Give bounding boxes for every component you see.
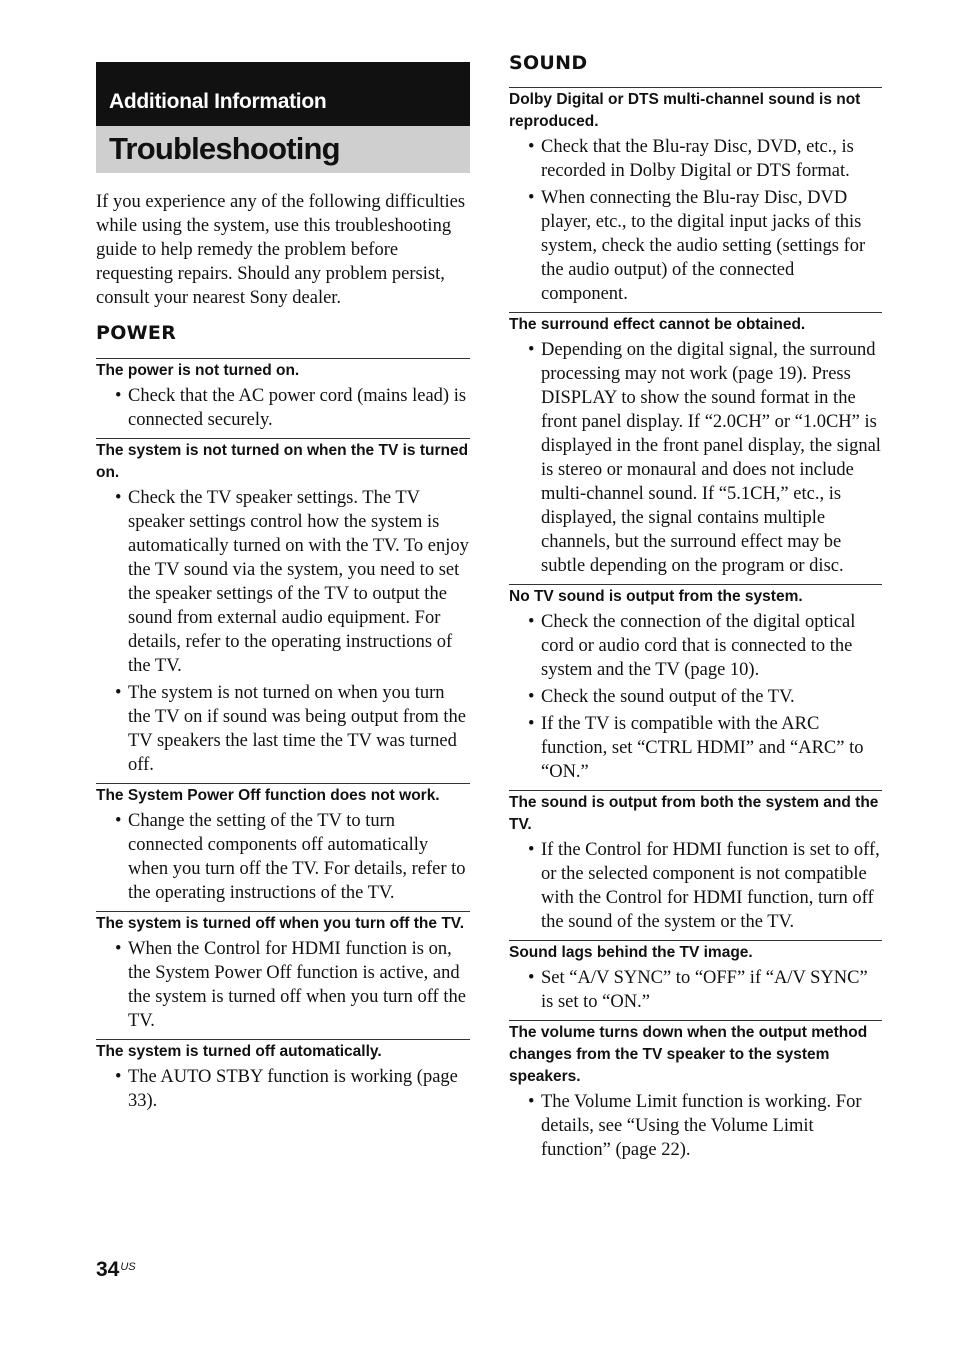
solution-bullet: • The system is not turned on when you turn the TV on if sound was being output from the TV speakers the last time the TV was turned off. (96, 681, 470, 777)
problem-heading: The system is not turned on when the TV is turned on. (96, 442, 469, 481)
power-item (96, 1039, 470, 1113)
sound-item (509, 87, 882, 306)
problem-heading: The System Power Off function does not work. (96, 787, 440, 804)
sound-items (509, 87, 882, 1162)
solution-bullet: • Check that the AC power cord (mains lead) is connected securely. (96, 384, 470, 432)
sound-section-title: SOUND (509, 52, 588, 74)
problem-heading: The system is turned off when you turn off the TV. (96, 915, 465, 932)
power-items (96, 358, 470, 1113)
solution-list (509, 966, 882, 1014)
power-item (96, 911, 470, 1033)
solution-list (96, 1065, 470, 1113)
category-label: Additional Information (109, 90, 327, 113)
power-section-title: POWER (96, 322, 177, 344)
solution-bullet: • If the Control for HDMI function is set to off, or the selected component is not compatible with the Control for HDMI function, turn off the sound of the system or the TV. (509, 838, 882, 934)
page-title: Troubleshooting (109, 131, 340, 166)
solution-bullet: • The AUTO STBY function is working (page 33). (96, 1065, 470, 1113)
power-item (96, 358, 470, 432)
page-number-value: 34 (96, 1258, 120, 1281)
solution-list (96, 384, 470, 432)
solution-bullet: • When the Control for HDMI function is on, the System Power Off function is active, and the system is turned off when you turn off the TV. (96, 937, 470, 1033)
power-item (96, 438, 470, 777)
problem-heading: No TV sound is output from the system. (509, 588, 803, 605)
solution-bullet: • Check the sound output of the TV. (509, 685, 882, 709)
solution-list (509, 1090, 882, 1162)
solution-list (509, 838, 882, 934)
power-item (96, 783, 470, 905)
region-code: US (120, 1261, 136, 1273)
sound-item (509, 312, 882, 578)
solution-list (509, 135, 882, 306)
solution-list (96, 486, 470, 777)
problem-heading: Sound lags behind the TV image. (509, 944, 753, 961)
problem-heading: The volume turns down when the output method changes from the TV speaker to the system speakers. (509, 1024, 868, 1085)
sound-item (509, 584, 882, 784)
solution-list (96, 809, 470, 905)
sound-item (509, 940, 882, 1014)
page-title-banner (96, 126, 470, 173)
problem-heading: The surround effect cannot be obtained. (509, 316, 806, 333)
solution-bullet: • Check that the Blu-ray Disc, DVD, etc., is recorded in Dolby Digital or DTS format. (509, 135, 882, 183)
problem-heading: The sound is output from both the system and the TV. (509, 794, 879, 833)
solution-bullet: • Set “A/V SYNC” to “OFF” if “A/V SYNC” is set to “ON.” (509, 966, 882, 1014)
problem-heading: The power is not turned on. (96, 362, 300, 379)
solution-bullet: • Check the connection of the digital optical cord or audio cord that is connected to the system and the TV (page 10). (509, 610, 882, 682)
page-number (96, 1258, 136, 1282)
solution-bullet: • Depending on the digital signal, the surround processing may not work (page 19). Press DISPLAY to show the sound format in the front panel display. If “2.0CH” or “1.0CH” is displayed in the front panel display, the signal is stereo or monaural and does not include multi-channel sound. If “5.1CH,” etc., is displayed, the signal contains multiple channels, but the surround effect may be subtle depending on the program or disc. (509, 338, 882, 578)
sound-item (509, 1020, 882, 1162)
solution-list (96, 937, 470, 1033)
solution-bullet: • The Volume Limit function is working. For details, see “Using the Volume Limit function” (page 22). (509, 1090, 882, 1162)
solution-list (509, 610, 882, 784)
problem-heading: The system is turned off automatically. (96, 1043, 382, 1060)
right-column (509, 52, 882, 1168)
solution-bullet: • When connecting the Blu-ray Disc, DVD player, etc., to the digital input jacks of this system, check the audio setting (settings for the audio output) of the connected component. (509, 186, 882, 306)
left-column (96, 62, 470, 1119)
intro-paragraph: If you experience any of the following difficulties while using the system, use this troubleshooting guide to help remedy the problem before requesting repairs. Should any problem persist, consult your nearest Sony dealer. (96, 192, 466, 308)
problem-heading: Dolby Digital or DTS multi-channel sound is not reproduced. (509, 91, 861, 130)
solution-bullet: • Check the TV speaker settings. The TV speaker settings control how the system is automatically turned on with the TV. To enjoy the TV sound via the system, you need to set the speaker settings of the TV to output the sound from external audio equipment. For details, refer to the operating instructions of the TV. (96, 486, 470, 678)
section-category-banner (96, 62, 470, 126)
solution-bullet: • Change the setting of the TV to turn connected components off automatically when you turn off the TV. For details, refer to the operating instructions of the TV. (96, 809, 470, 905)
sound-item (509, 790, 882, 934)
solution-bullet: • If the TV is compatible with the ARC function, set “CTRL HDMI” and “ARC” to “ON.” (509, 712, 882, 784)
solution-list (509, 338, 882, 578)
